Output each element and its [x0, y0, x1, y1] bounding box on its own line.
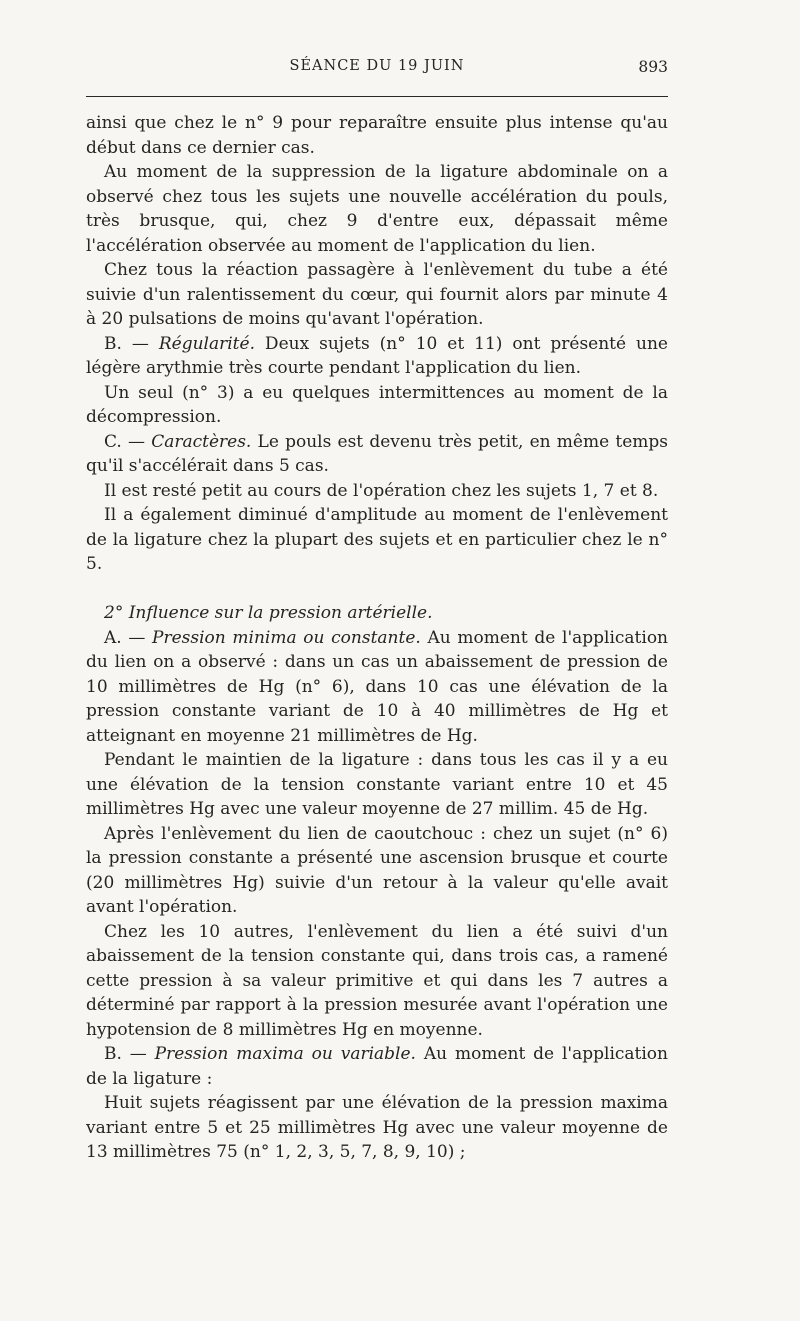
paragraph-regularite [86, 332, 668, 381]
paragraph-heading: Caractères. [151, 431, 252, 452]
paragraph-2: Au moment de la suppression de la ligature abdominale on a observé chez tous les sujets une nouvelle accélération du pouls, très brusque, qui, chez 9 d'entre eux, dépassait même l'accélération observée au moment de l'application du lien. [86, 162, 668, 256]
paragraph-5: Un seul (n° 3) a eu quelques intermittences au moment de la décompression. [86, 382, 668, 427]
paragraph-10: Pendant le maintien de la ligature : dans tous les cas il y a eu une élévation de la tension constante variant entre 10 et 45 millimètres Hg avec une valeur moyenne de 27 millim. 45 de Hg. [86, 750, 668, 819]
paragraph-3: Chez tous la réaction passagère à l'enlèvement du tube a été suivie d'un ralentissement du cœur, qui fournit alors par minute 4 à 20 pulsations de moins qu'avant l'opération. [86, 260, 668, 329]
body-text [86, 111, 668, 1165]
paragraph-heading: Pression minima ou constante. [152, 627, 421, 648]
paragraph-7: Il est resté petit au cours de l'opération chez les sujets 1, 7 et 8. [104, 480, 659, 501]
paragraph-11: Après l'enlèvement du lien de caoutchouc : chez un sujet (n° 6) la pression constante a présenté une ascension brusque et courte (20 millimètres Hg) suivie d'un retour à la valeur qu'elle avait avant l'opération. [86, 823, 668, 917]
paragraph-12: Chez les 10 autres, l'enlèvement du lien a été suivi d'un abaissement de la tension constante qui, dans trois cas, a ramené cette pression à sa valeur primitive et qui dans les 7 autres a déterminé par rapport à la pression mesurée avant l'opération une hypotension de 8 millimètres Hg en moyenne. [86, 921, 668, 1040]
page-header [86, 58, 668, 86]
section-title: 2° Influence sur la pression artérielle. [104, 603, 433, 623]
header-rule [86, 96, 668, 97]
running-title: SÉANCE DU 19 JUIN [289, 58, 465, 74]
paragraph-heading: Régularité. [158, 333, 255, 354]
paragraph-1: ainsi que chez le n° 9 pour reparaître ensuite plus intense qu'au début dans ce dernier cas. [86, 113, 668, 158]
paragraph-text: Deux sujets (n° 10 et 11) ont présenté une légère arythmie très courte pendant l'application du lien. [86, 333, 668, 378]
paragraph-label: A. — [104, 627, 153, 648]
paragraph-14: Huit sujets réagissent par une élévation de la pression maxima variant entre 5 et 25 millimètres Hg avec une valeur moyenne de 13 millimètres 75 (n° 1, 2, 3, 5, 7, 8, 9, 10) ; [86, 1093, 668, 1162]
paragraph-heading: Pression maxima ou variable. [154, 1044, 416, 1064]
paragraph-label: B. — [104, 333, 159, 354]
paragraph-text: Au moment de l'application de la ligature : [86, 1044, 668, 1089]
paragraph-caracteres [86, 430, 668, 479]
paragraph-label: C. — [104, 431, 152, 452]
paragraph-pression-maxima [86, 1042, 668, 1091]
paragraph-text: Au moment de l'application du lien on a observé : dans un cas un abaissement de pression de 10 millimètres de Hg (n° 6), dans 10 cas une élévation de la pression constante variant de 10 à 40 millimètres de Hg et atteignant en moyenne 21 millimètres de Hg. [86, 627, 669, 746]
paragraph-label: B. — [104, 1044, 155, 1064]
paragraph-pression-minima [86, 626, 668, 749]
page-number: 893 [638, 58, 668, 76]
paragraph-text: Le pouls est devenu très petit, en même temps qu'il s'accélérait dans 5 cas. [86, 431, 668, 476]
paragraph-8: Il a également diminué d'amplitude au moment de l'enlèvement de la ligature chez la plupart des sujets et en particulier chez le n° 5. [86, 505, 668, 574]
